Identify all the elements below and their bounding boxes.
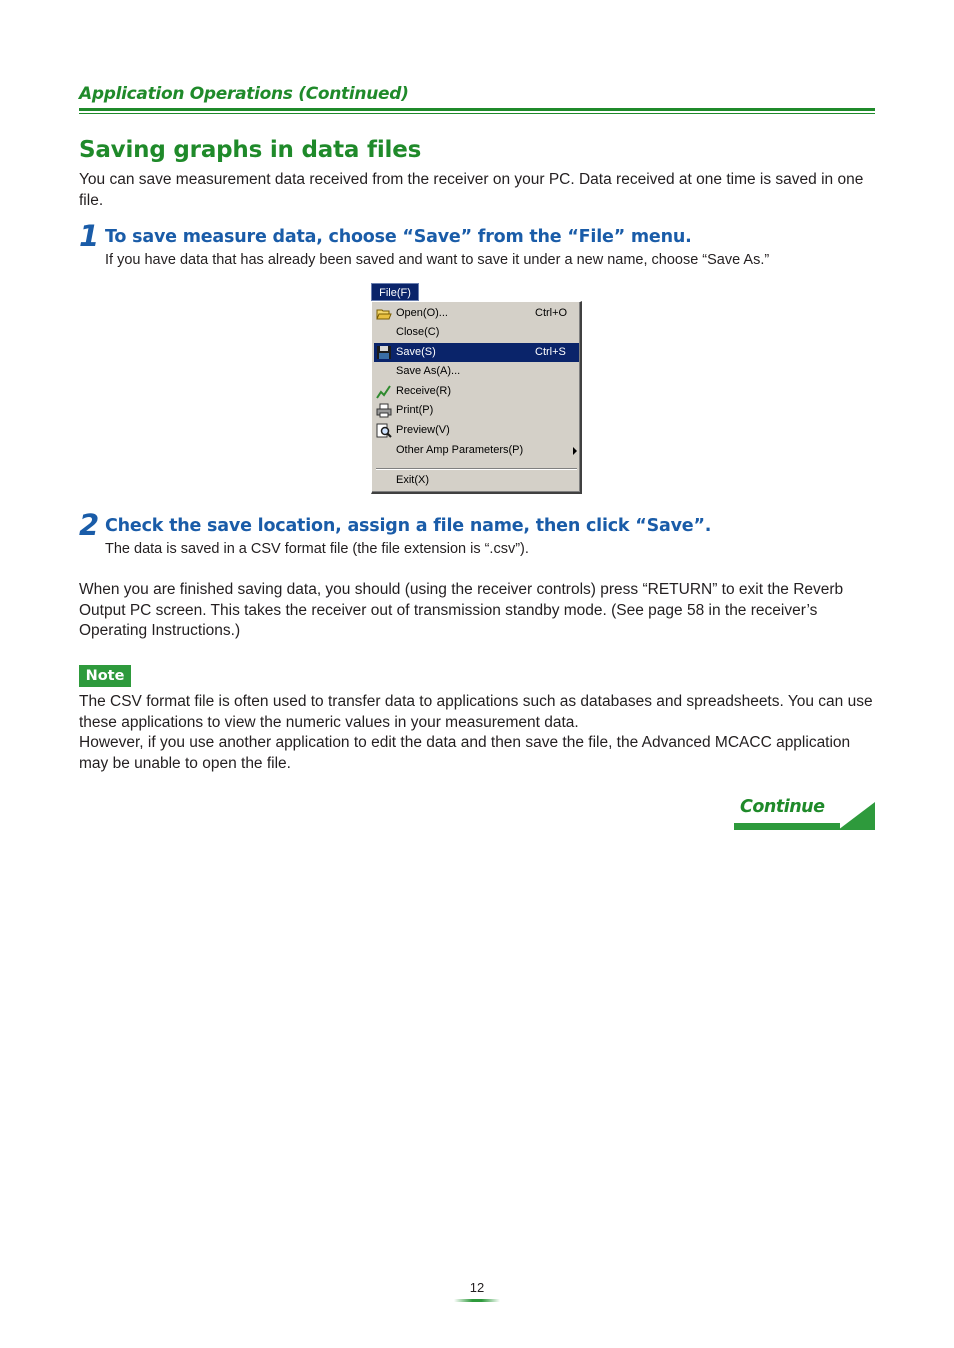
file-menu xyxy=(371,301,582,494)
intro-paragraph: You can save measurement data received from the receiver on your PC. Data received at one time is saved in one file. xyxy=(79,171,864,209)
continue-arrow-icon xyxy=(838,802,875,830)
page-title: Saving graphs in data files xyxy=(79,137,422,163)
menu-item-save-as[interactable] xyxy=(374,362,579,381)
receive-graph-icon xyxy=(376,384,392,399)
note-paragraph-1: The CSV format file is often used to transfer data to applications such as databases and spreadsheets. You can use these applications to view the numeric values in your measurement data. xyxy=(79,693,873,731)
step-2-detail: The data is saved in a CSV format file (the file extension is “.csv”). xyxy=(105,541,529,557)
file-menu-title[interactable]: File(F) xyxy=(371,283,419,301)
menu-separator xyxy=(376,468,577,470)
menu-item-close[interactable] xyxy=(374,323,579,342)
menu-item-shortcut: Ctrl+O xyxy=(535,307,568,319)
floppy-disk-icon xyxy=(376,345,392,360)
menu-item-receive[interactable] xyxy=(374,382,579,401)
continue-label: Continue xyxy=(740,797,825,817)
continue-link[interactable] xyxy=(734,796,875,831)
menu-item-label: Save(S) xyxy=(396,346,436,358)
continue-underline xyxy=(734,823,840,830)
step-1-number: 1 xyxy=(79,219,100,253)
menu-item-label: Preview(V) xyxy=(396,424,450,436)
menu-item-label: Print(P) xyxy=(396,404,434,416)
submenu-arrow-icon xyxy=(573,447,577,455)
menu-item-open[interactable] xyxy=(374,304,579,323)
menu-item-preview[interactable] xyxy=(374,421,579,440)
menu-item-shortcut: Ctrl+S xyxy=(535,346,566,358)
menu-item-exit[interactable] xyxy=(374,471,579,490)
step-1-heading: To save measure data, choose “Save” from the “File” menu. xyxy=(105,227,692,247)
menu-item-print[interactable] xyxy=(374,401,579,420)
step-2-number: 2 xyxy=(79,508,100,542)
menu-item-label: Exit(X) xyxy=(396,474,429,486)
menu-item-label: Close(C) xyxy=(396,326,440,338)
note-paragraph-2: However, if you use another application to edit the data and then save the file, the Advanced MCACC application may be unable to open the file. xyxy=(79,734,851,772)
menu-item-label: Open(O)... xyxy=(396,307,448,319)
menu-item-other-amp-parameters[interactable] xyxy=(374,441,579,460)
printer-icon xyxy=(376,403,392,418)
menu-item-save[interactable] xyxy=(374,343,579,362)
header-rule-thin xyxy=(79,113,875,114)
open-folder-icon xyxy=(376,306,392,321)
menu-item-label: Receive(R) xyxy=(396,385,452,397)
menu-item-label: Other Amp Parameters(P) xyxy=(396,444,524,456)
step-2-heading: Check the save location, assign a file name, then click “Save”. xyxy=(105,516,712,536)
note-badge: Note xyxy=(79,665,131,687)
preview-magnifier-icon xyxy=(376,423,392,438)
step-1-detail: If you have data that has already been saved and want to save it under a new name, choose “Save As.” xyxy=(105,252,770,268)
page-number: 12 xyxy=(469,1280,485,1295)
section-label: Application Operations (Continued) xyxy=(79,84,409,104)
header-rule xyxy=(79,108,875,111)
after-save-paragraph: When you are finished saving data, you should (using the receiver controls) press “RETURN” to exit the Reverb Output PC screen. This takes the receiver out of transmission standby mode. (See page 58 in the receiver’s Operating Instructions.) xyxy=(79,581,844,639)
menu-item-label: Save As(A)... xyxy=(396,365,461,377)
page-number-underline xyxy=(454,1299,500,1302)
